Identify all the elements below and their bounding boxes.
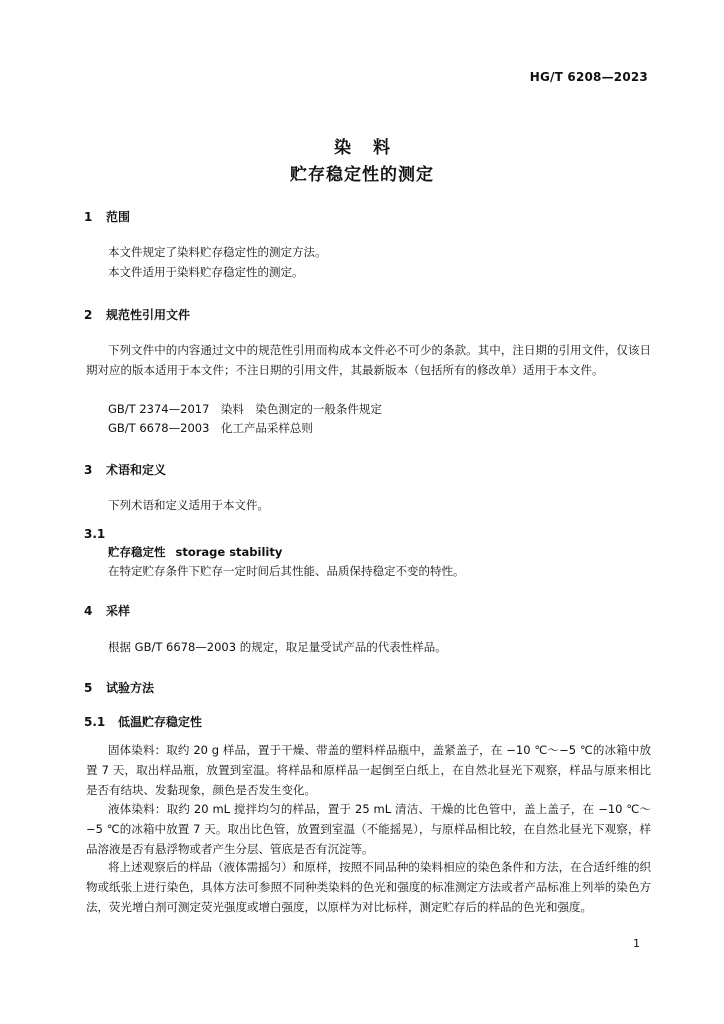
- subsection-5-1-heading: [84, 713, 202, 730]
- scope-line-1: 本文件规定了染料贮存稳定性的测定方法。: [108, 245, 327, 259]
- term-chinese: 贮存稳定性: [108, 545, 166, 559]
- solid-dye-paragraph: 固体染料：取约 20 g 样品，置于干燥、带盖的塑料样品瓶中，盖紧盖子，在 −10 ℃～−5 ℃的冰箱中放置 7 天，取出样品瓶，放置到室温。将样品和原样品一起倒至白纸上，在自然北昼光下观察，样品与原来相比是否有结块、发黏现象，颜色是否发生变化。: [86, 743, 651, 797]
- reference-item: GB/T 2374—2017 染料 染色测定的一般条件规定: [108, 402, 382, 416]
- dyeing-test-paragraph: 将上述观察后的样品（液体需摇匀）和原样，按照不同品种的染料相应的染色条件和方法，在合适纤维的织物或纸张上进行染色，具体方法可参照不同种类染料的色光和强度的标准测定方法或者产品标准上列举的染色方法，荧光增白剂可测定荧光强度或增白强度，以原样为对比标样，测定贮存后的样品的色光和强度。: [86, 860, 651, 914]
- subsection-number: 5.1: [84, 715, 106, 729]
- term-heading: [108, 544, 282, 560]
- page-number: 1: [633, 937, 640, 950]
- section-title: 范围: [106, 210, 131, 224]
- section-5-heading: [84, 679, 154, 696]
- sampling-paragraph: 根据 GB/T 6678—2003 的规定，取足量受试产品的代表性样品。: [108, 640, 447, 654]
- liquid-dye-paragraph: 液体染料：取约 20 mL 搅拌均匀的样品，置于 25 mL 清洁、干燥的比色管中，盖上盖子，在 −10 ℃～−5 ℃的冰箱中放置 7 天。取出比色管，放置到室温（不能摇晃），与原样品相比较，在自然北昼光下观察，样品溶液是否有悬浮物或者产生分层、管底是否有沉淀等。: [86, 802, 651, 856]
- section-number: 2: [84, 308, 93, 322]
- term-number: 3.1: [84, 527, 106, 541]
- section-title: 规范性引用文件: [106, 308, 191, 322]
- subsection-title: 低温贮存稳定性: [118, 715, 203, 729]
- section-1-heading: [84, 208, 130, 225]
- document-title: 染料: [334, 138, 412, 158]
- reference-item: GB/T 6678—2003 化工产品采样总则: [108, 421, 313, 435]
- document-subtitle: 贮存稳定性的测定: [290, 165, 434, 185]
- section-number: 1: [84, 210, 93, 224]
- term-english: storage stability: [175, 545, 283, 559]
- section-number: 5: [84, 681, 93, 695]
- section-title: 采样: [106, 604, 131, 618]
- section-3-heading: [84, 461, 166, 478]
- section-2-heading: [84, 306, 190, 323]
- section-number: 3: [84, 463, 93, 477]
- section-title: 试验方法: [106, 681, 155, 695]
- normative-references-paragraph: 下列文件中的内容通过文中的规范性引用而构成本文件必不可少的条款。其中，注日期的引用文件，仅该日期对应的版本适用于本文件；不注日期的引用文件，其最新版本（包括所有的修改单）适用于本文件。: [86, 343, 651, 377]
- section-number: 4: [84, 604, 93, 618]
- document-number: HG/T 6208—2023: [529, 70, 648, 84]
- section-4-heading: [84, 602, 130, 619]
- section-title: 术语和定义: [106, 463, 167, 477]
- terms-intro: 下列术语和定义适用于本文件。: [108, 498, 269, 512]
- scope-line-2: 本文件适用于染料贮存稳定性的测定。: [108, 265, 304, 279]
- term-definition: 在特定贮存条件下贮存一定时间后其性能、品质保持稳定不变的特性。: [108, 564, 465, 578]
